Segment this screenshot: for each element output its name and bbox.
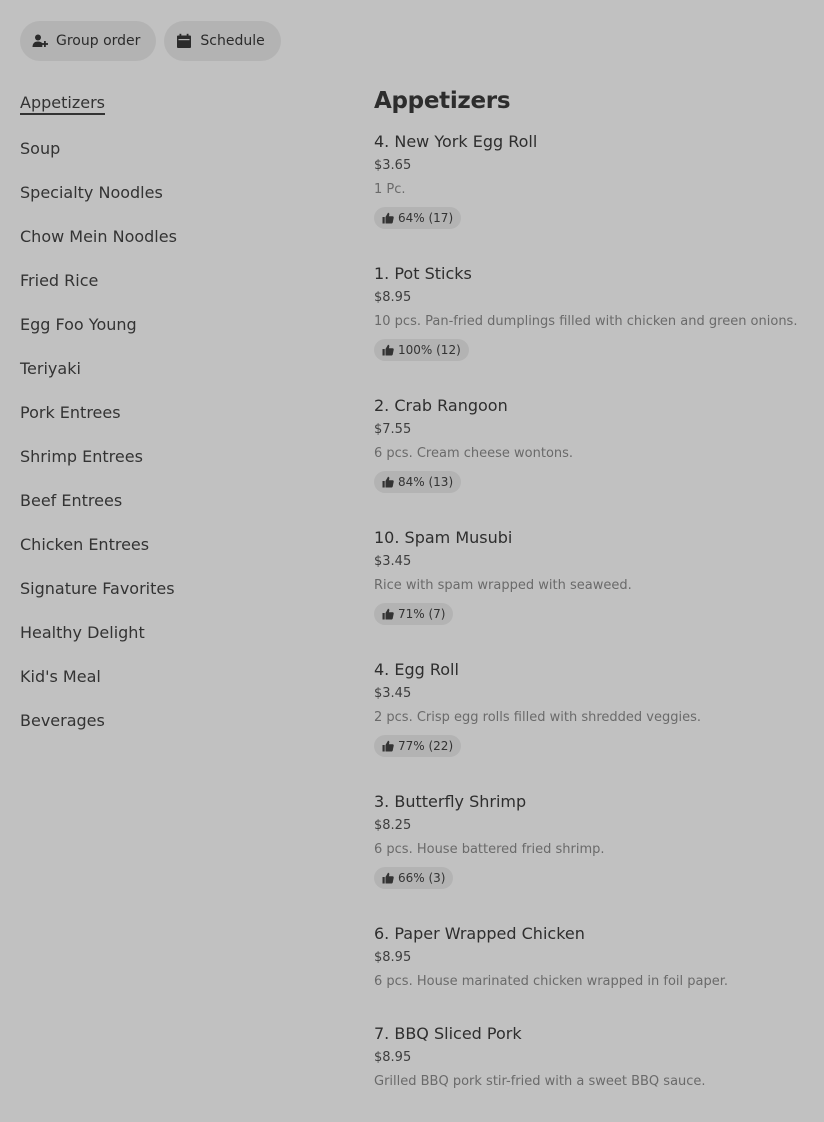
item-price: $8.25 (374, 818, 412, 833)
item-description: 2 pcs. Crisp egg rolls filled with shredded veggies. (374, 710, 701, 725)
sidebar-item-label: Signature Favorites (20, 578, 175, 598)
rating-badge (374, 207, 461, 229)
item-name: 6. Paper Wrapped Chicken (374, 924, 585, 943)
sidebar-item-label: Pork Entrees (20, 402, 121, 422)
item-name: 1. Pot Sticks (374, 264, 472, 283)
item-description: 1 Pc. (374, 182, 406, 197)
top-action-bar (20, 21, 281, 61)
menu-item[interactable] (374, 526, 814, 658)
item-name: 7. BBQ Sliced Pork (374, 1024, 522, 1043)
sidebar-item-pork-entrees[interactable] (20, 390, 320, 434)
person-add-icon (32, 33, 48, 49)
menu-item[interactable] (374, 394, 814, 526)
sidebar-item-soup[interactable] (20, 126, 320, 170)
sidebar-item-teriyaki[interactable] (20, 346, 320, 390)
sidebar-item-label: Healthy Delight (20, 622, 145, 642)
menu-item[interactable] (374, 658, 814, 790)
menu-section (374, 86, 814, 1122)
sidebar-item-specialty-noodles[interactable] (20, 170, 320, 214)
item-description: 10 pcs. Pan-fried dumplings filled with chicken and green onions. (374, 314, 798, 329)
sidebar-item-label: Chow Mein Noodles (20, 226, 177, 246)
sidebar-item-egg-foo-young[interactable] (20, 302, 320, 346)
item-description: Rice with spam wrapped with seaweed. (374, 578, 632, 593)
thumbs-up-icon (382, 344, 394, 356)
group-order-button[interactable] (20, 21, 156, 61)
sidebar-item-label: Chicken Entrees (20, 534, 150, 554)
item-price: $7.55 (374, 422, 412, 437)
sidebar-item-label: Soup (20, 138, 61, 158)
menu-item-list (374, 130, 814, 1122)
schedule-label: Schedule (200, 33, 265, 49)
menu-item[interactable] (374, 790, 814, 922)
rating-text: 71% (7) (398, 607, 446, 621)
sidebar-item-label: Fried Rice (20, 270, 99, 290)
sidebar-item-label: Egg Foo Young (20, 314, 137, 334)
schedule-button[interactable] (164, 21, 280, 61)
rating-badge (374, 339, 469, 361)
sidebar-item-label: Kid's Meal (20, 666, 101, 686)
rating-badge (374, 735, 461, 757)
sidebar-item-label: Appetizers (20, 94, 105, 115)
item-price: $3.65 (374, 158, 412, 173)
item-description: 6 pcs. House marinated chicken wrapped in foil paper. (374, 974, 729, 989)
item-price: $8.95 (374, 290, 412, 305)
thumbs-up-icon (382, 740, 394, 752)
sidebar-item-kids-meal[interactable] (20, 654, 320, 698)
item-description: Grilled BBQ pork stir-fried with a sweet BBQ sauce. (374, 1074, 706, 1089)
thumbs-up-icon (382, 608, 394, 620)
thumbs-up-icon (382, 212, 394, 224)
item-price: $8.95 (374, 950, 412, 965)
rating-text: 64% (17) (398, 211, 454, 225)
sidebar-item-label: Teriyaki (20, 358, 81, 378)
sidebar-item-chicken-entrees[interactable] (20, 522, 320, 566)
menu-item[interactable] (374, 130, 814, 262)
category-sidebar (20, 82, 320, 742)
rating-badge (374, 603, 453, 625)
rating-text: 100% (12) (398, 343, 461, 357)
group-order-label: Group order (56, 33, 141, 49)
sidebar-item-appetizers[interactable] (20, 82, 320, 126)
item-description: 6 pcs. Cream cheese wontons. (374, 446, 574, 461)
section-title: Appetizers (374, 88, 511, 114)
sidebar-item-signature-favorites[interactable] (20, 566, 320, 610)
sidebar-item-healthy-delight[interactable] (20, 610, 320, 654)
sidebar-item-label: Shrimp Entrees (20, 446, 143, 466)
thumbs-up-icon (382, 476, 394, 488)
sidebar-item-shrimp-entrees[interactable] (20, 434, 320, 478)
calendar-icon (176, 33, 192, 49)
item-name: 3. Butterfly Shrimp (374, 792, 527, 811)
item-price: $8.95 (374, 1050, 412, 1065)
sidebar-item-beef-entrees[interactable] (20, 478, 320, 522)
menu-item[interactable] (374, 1022, 814, 1122)
item-name: 10. Spam Musubi (374, 528, 513, 547)
item-name: 4. New York Egg Roll (374, 132, 538, 151)
sidebar-item-fried-rice[interactable] (20, 258, 320, 302)
sidebar-item-chow-mein-noodles[interactable] (20, 214, 320, 258)
item-price: $3.45 (374, 554, 412, 569)
rating-text: 84% (13) (398, 475, 454, 489)
menu-item[interactable] (374, 262, 814, 394)
item-price: $3.45 (374, 686, 412, 701)
sidebar-item-beverages[interactable] (20, 698, 320, 742)
sidebar-item-label: Beef Entrees (20, 490, 123, 510)
sidebar-item-label: Beverages (20, 710, 105, 730)
menu-item[interactable] (374, 922, 814, 1022)
thumbs-up-icon (382, 872, 394, 884)
rating-badge (374, 867, 453, 889)
item-name: 2. Crab Rangoon (374, 396, 508, 415)
item-name: 4. Egg Roll (374, 660, 459, 679)
rating-text: 77% (22) (398, 739, 454, 753)
item-description: 6 pcs. House battered fried shrimp. (374, 842, 605, 857)
sidebar-item-label: Specialty Noodles (20, 182, 163, 202)
rating-text: 66% (3) (398, 871, 446, 885)
rating-badge (374, 471, 461, 493)
